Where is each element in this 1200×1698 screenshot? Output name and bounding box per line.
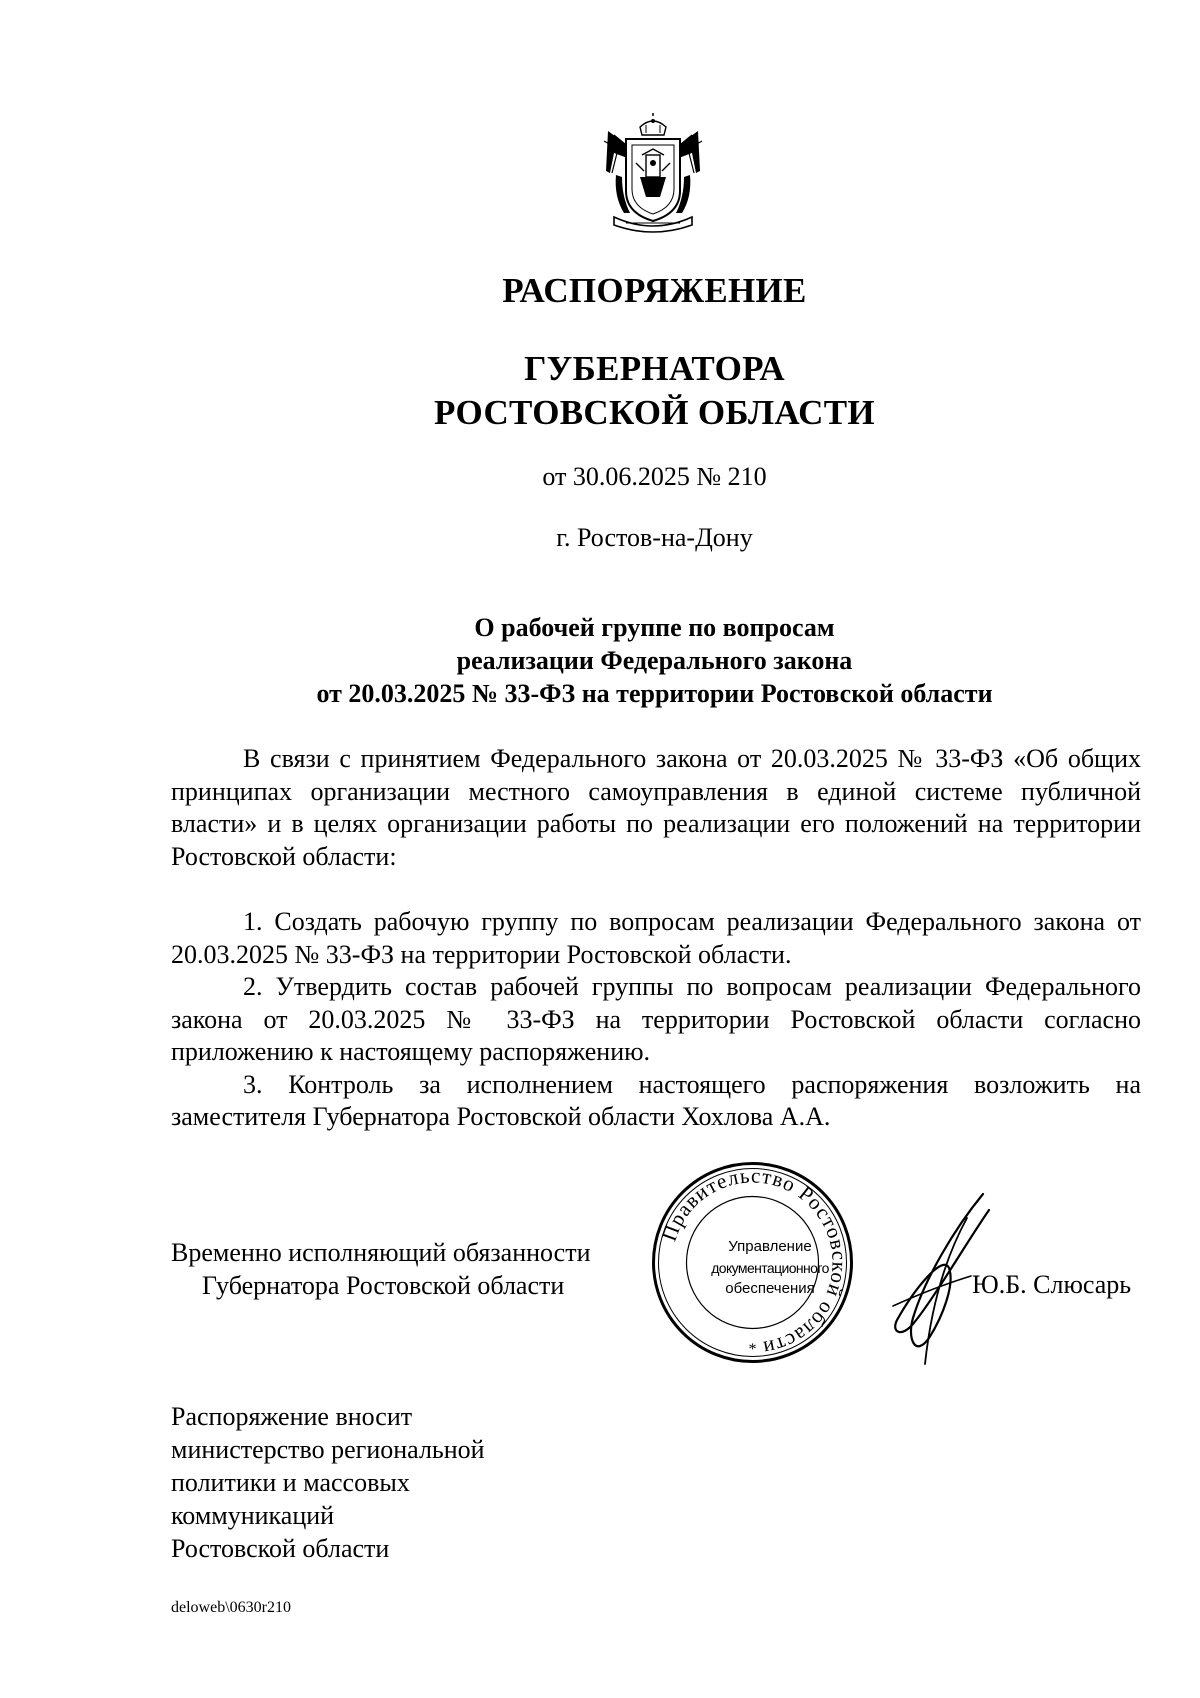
submitter-line-4: коммуникаций bbox=[171, 1501, 335, 1530]
submitter-line-3: политики и массовых bbox=[171, 1468, 410, 1497]
seal-star: * bbox=[748, 1341, 757, 1358]
subject-line-3: от 20.03.2025 № 33-ФЗ на территории Ростовской области bbox=[316, 679, 993, 708]
date-and-number: от 30.06.2025 № 210 bbox=[542, 462, 767, 491]
seal-center-line-2: документационного bbox=[711, 1260, 829, 1276]
preamble-block bbox=[171, 743, 1141, 873]
seal-ring-text: Правительство Ростовской области bbox=[656, 1163, 852, 1361]
signatory-name: Ю.Б. Слюсарь bbox=[972, 1270, 1132, 1299]
submitter-note bbox=[171, 1400, 485, 1565]
order-items-list bbox=[171, 906, 1141, 1134]
submitter-line-5: Ростовской области bbox=[171, 1534, 390, 1563]
order-item-3: 3. Контроль за исполнением настоящего распоряжения возложить на заместителя Губернатора Ростовской области Хохлова А.А. bbox=[171, 1069, 1141, 1131]
order-item-2: 2. Утвердить состав рабочей группы по вопросам реализации Федерального закона от 20.03.2025 № 33-ФЗ на территории Ростовской области согласно приложению к настоящему распоряжению. bbox=[171, 972, 1141, 1066]
issuer-title-line-1: ГУБЕРНАТОРА bbox=[524, 349, 785, 388]
issue-city: г. Ростов-на-Дону bbox=[556, 523, 753, 552]
preamble-paragraph: В связи с принятием Федерального закона от 20.03.2025 № 33-ФЗ «Об общих принципах организации местного самоуправления в единой системе публичной власти» и в целях организации работы по реализации его положений на территории Ростовской области: bbox=[171, 744, 1141, 871]
rostov-oblast-coat-of-arms-icon bbox=[600, 113, 706, 239]
submitter-line-1: Распоряжение вносит bbox=[171, 1402, 413, 1431]
seal-center-line-1: Управление bbox=[728, 1238, 812, 1255]
subject-line-1: О рабочей группе по вопросам bbox=[474, 613, 835, 642]
document-type-title: РАСПОРЯЖЕНИЕ bbox=[502, 271, 807, 310]
subject-line-2: реализации Федерального закона bbox=[456, 646, 853, 675]
signatory-position-line-1: Временно исполняющий обязанности bbox=[171, 1238, 591, 1267]
issuer-title-line-2: РОСТОВСКОЙ ОБЛАСТИ bbox=[434, 393, 875, 432]
submitter-line-2: министерство региональной bbox=[171, 1435, 485, 1464]
signatory-position bbox=[171, 1236, 631, 1302]
order-item-1: 1. Создать рабочую группу по вопросам реализации Федерального закона от 20.03.2025 № 33-ФЗ на территории Ростовской области. bbox=[171, 907, 1141, 969]
signatory-position-line-2: Губернатора Ростовской области bbox=[202, 1271, 565, 1300]
seal-center-line-3: обеспечения bbox=[725, 1280, 815, 1297]
file-code: deloweb\0630r210 bbox=[171, 1599, 291, 1616]
